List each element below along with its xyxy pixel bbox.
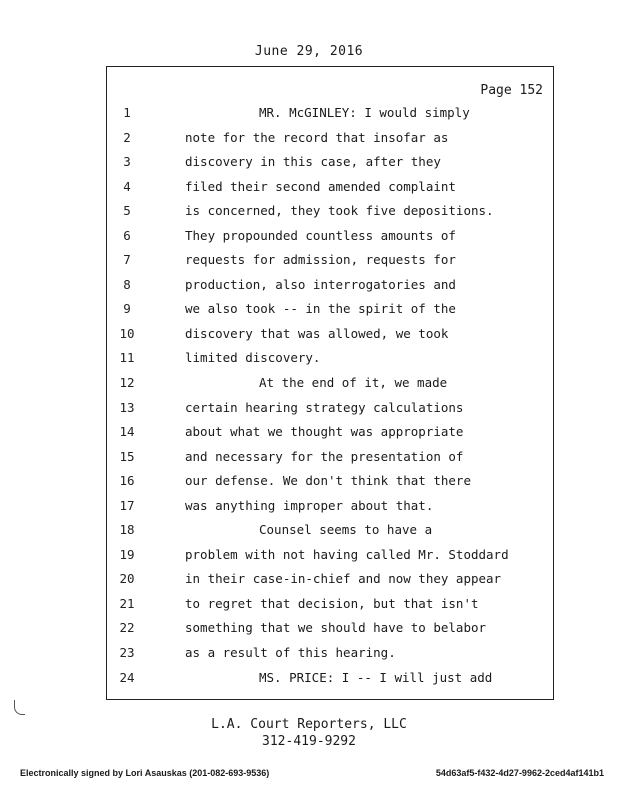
line-number: 23 [119, 645, 135, 661]
transcript-line [107, 273, 553, 298]
line-text: to regret that decision, but that isn't [185, 595, 479, 611]
transcript-frame [106, 66, 554, 700]
electronic-signature: Electronically signed by Lori Asauskas (201-082-693-9536) [20, 768, 270, 778]
reporter-footer [0, 716, 618, 750]
line-number: 18 [119, 522, 135, 538]
line-text: MR. McGINLEY: I would simply [259, 105, 470, 120]
line-number: 16 [119, 473, 135, 489]
line-text: discovery that was allowed, we took [185, 325, 449, 341]
line-text: note for the record that insofar as [185, 129, 449, 145]
line-number: 8 [123, 276, 131, 292]
transcript-line [107, 420, 553, 445]
line-text: Counsel seems to have a [259, 522, 433, 538]
reporter-company: L.A. Court Reporters, LLC [211, 717, 407, 732]
line-number: 5 [123, 203, 131, 219]
line-number: 6 [123, 227, 131, 243]
line-number: 1 [123, 105, 131, 120]
line-number: 10 [119, 325, 135, 341]
line-text: and necessary for the presentation of [185, 448, 464, 464]
transcript-line [107, 567, 553, 592]
line-text: problem with not having called Mr. Stoddard [185, 546, 509, 562]
line-number: 20 [119, 571, 135, 587]
line-text: production, also interrogatories and [185, 276, 456, 292]
transcript-line [107, 322, 553, 347]
transcript-line [107, 543, 553, 568]
line-text: in their case-in-chief and now they appear [185, 571, 502, 587]
line-number: 19 [119, 546, 135, 562]
transcript-line [107, 396, 553, 421]
line-number: 22 [119, 620, 135, 636]
reporter-phone: 312-419-9292 [262, 734, 356, 749]
line-number: 3 [123, 154, 131, 170]
line-number: 4 [123, 178, 131, 194]
line-text: MS. PRICE: I -- I will just add [259, 669, 493, 685]
transcript-line [107, 346, 553, 371]
transcript-line [107, 616, 553, 641]
line-text: as a result of this hearing. [185, 645, 396, 661]
transcript-line [107, 224, 553, 249]
line-text: our defense. We don't think that there [185, 473, 471, 489]
transcript-line [107, 469, 553, 494]
header-date: June 29, 2016 [254, 44, 364, 59]
line-text: something that we should have to belabor [185, 620, 487, 636]
line-number: 15 [119, 448, 135, 464]
transcript-line [107, 445, 553, 470]
transcript-line [107, 494, 553, 519]
transcript-line [107, 248, 553, 273]
line-text: They propounded countless amounts of [185, 227, 456, 243]
line-text: about what we thought was appropriate [185, 424, 464, 440]
line-text: filed their second amended complaint [185, 178, 456, 194]
line-number: 21 [119, 595, 135, 611]
line-number: 13 [119, 399, 135, 415]
line-text: discovery in this case, after they [185, 154, 441, 170]
line-number: 7 [123, 252, 131, 268]
line-text: certain hearing strategy calculations [185, 399, 464, 415]
line-text: requests for admission, requests for [185, 252, 456, 268]
page-number-label: Page 152 [480, 83, 543, 98]
transcript-line [107, 666, 553, 691]
transcript-line [107, 592, 553, 617]
transcript-line [107, 641, 553, 666]
transcript-lines [107, 101, 553, 690]
transcript-line [107, 297, 553, 322]
line-text: we also took -- in the spirit of the [185, 301, 456, 317]
scan-mark-icon [14, 700, 25, 715]
line-text: is concerned, they took five depositions. [185, 203, 494, 219]
line-number: 17 [119, 497, 135, 513]
line-number: 9 [123, 301, 131, 317]
line-number: 24 [119, 669, 135, 685]
line-text: limited discovery. [185, 350, 321, 366]
transcript-line [107, 518, 553, 543]
transcript-line [107, 175, 553, 200]
line-number: 12 [119, 375, 135, 391]
transcript-line [107, 126, 553, 151]
line-text: was anything improper about that. [185, 497, 434, 513]
line-number: 11 [119, 350, 135, 366]
transcript-line [107, 371, 553, 396]
line-number: 2 [123, 129, 131, 145]
document-id: 54d63af5-f432-4d27-9962-2ced4af141b1 [435, 768, 604, 778]
line-text: At the end of it, we made [259, 375, 448, 391]
transcript-line [107, 101, 553, 126]
transcript-line [107, 150, 553, 175]
transcript-line [107, 199, 553, 224]
line-number: 14 [119, 424, 135, 440]
